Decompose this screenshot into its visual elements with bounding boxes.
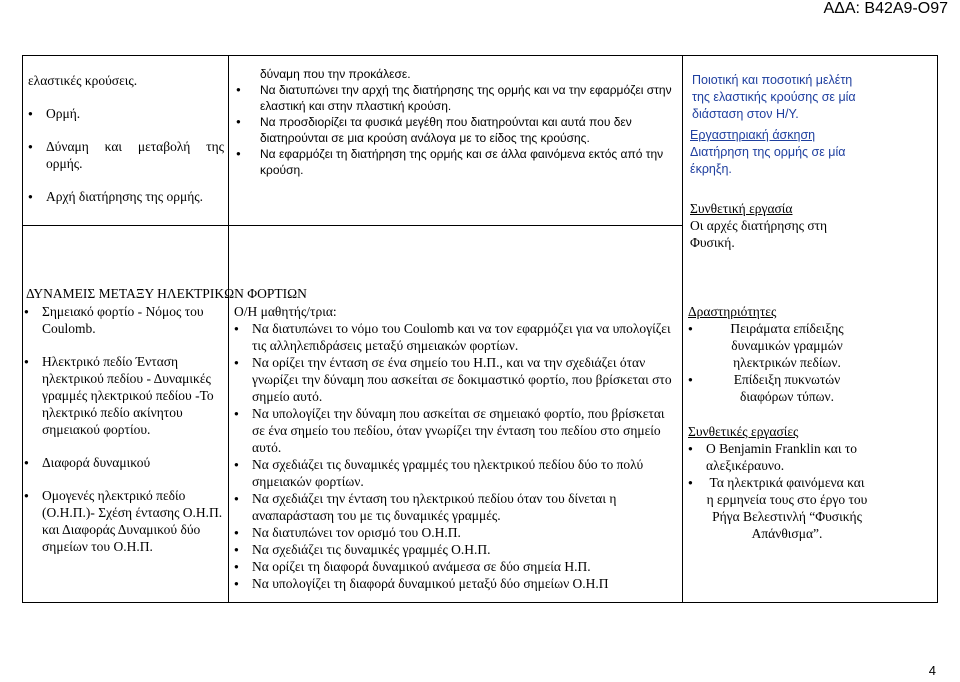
list-item: ● Πειράματα επίδειξης δυναμικών γραμμών ηλεκτρικών πεδίων. xyxy=(688,320,868,371)
list-item: ● Αρχή διατήρησης της ορμής. xyxy=(28,188,224,205)
list-item: ● Να υπολογίζει την δύναμη που ασκείται σε σημειακό φορτίο, που βρίσκεται σε ένα σημείο του πεδίου, όταν γνωρίζει την ένταση του πεδίου στο σημείο αυτό. xyxy=(234,405,676,456)
list-item: ● Ο Benjamin Franklin και το αλεξικέραυνο. xyxy=(688,440,868,474)
list-item: ● Επίδειξη πυκνωτών διαφόρων τύπων. xyxy=(688,371,868,405)
row2-col1 xyxy=(24,303,224,555)
lab-text: Διατήρηση της ορμής σε μία έκρηξη. xyxy=(690,145,846,176)
list-item: ● Να ορίζει τη διαφορά δυναμικού ανάμεσα σε δύο σημεία Η.Π. xyxy=(234,558,676,575)
list-item: ● Να υπολογίζει τη διαφορά δυναμικού μεταξύ δύο σημείων Ο.Η.Π xyxy=(234,575,676,592)
list-item: ● Ηλεκτρικό πεδίο Ένταση ηλεκτρικού πεδίου - Δυναμικές γραμμές ηλεκτρικού πεδίου -Το ηλεκτρικό πεδίο ακίνητου σημειακού φορτίου. xyxy=(24,353,224,438)
list-item: ● Να σχεδιάζει τις δυναμικές γραμμές Ο.Η.Π. xyxy=(234,541,676,558)
list-item: ● Να προσδιορίζει τα φυσικά μεγέθη που διατηρούνται και αυτά που δεν διατηρούνται σε μια κρούση ανάλογα με το είδος της κρούσης. xyxy=(236,114,676,146)
list-item: ● Τα ηλεκτρικά φαινόμενα και η ερμηνεία τους στο έργο του Ρήγα Βελεστινλή “Φυσικής Απάνθισμα”. xyxy=(688,474,868,542)
synthetic-title: Συνθετική εργασία xyxy=(690,201,793,216)
list-item: ● Να σχεδιάζει τις δυναμικές γραμμές του ηλεκτρικού πεδίου δύο το πολύ σημειακών φορτίων. xyxy=(234,456,676,490)
list-item: ● Να σχεδιάζει την ένταση του ηλεκτρικού πεδίου όταν του δίνεται η αναπαράσταση του με τις δυναμικές γραμμές. xyxy=(234,490,676,524)
list-item: ● Δύναμη και μεταβολή της ορμής. xyxy=(28,138,224,172)
row1-col2-first: δύναμη που την προκάλεσε. xyxy=(260,67,411,81)
row1-col3 xyxy=(690,72,866,251)
list-item: ● Να διατυπώνει το νόμο του Coulomb και να τον εφαρμόζει για να υπολογίζει τις αλληλεπιδράσεις μεταξύ σημειακών φορτίων. xyxy=(234,320,676,354)
row1-col1-first: ελαστικές κρούσεις. xyxy=(28,73,138,88)
section-title: ΔΥΝΑΜΕΙΣ ΜΕΤΑΞΥ ΗΛΕΚΤΡΙΚΩΝ ΦΟΡΤΙΩΝ xyxy=(26,286,307,301)
document-code: ΑΔΑ: Β42Α9-Ο97 xyxy=(823,0,948,17)
list-item: ● Διαφορά δυναμικού xyxy=(24,454,224,471)
page-number: 4 xyxy=(928,663,936,678)
list-item: ● Να διατυπώνει την αρχή της διατήρησης της ορμής και να την εφαρμόζει στην ελαστική και στην πλαστική κρούση. xyxy=(236,82,676,114)
list-item: ● Σημειακό φορτίο - Νόμος του Coulomb. xyxy=(24,303,224,337)
list-item: ● Να διατυπώνει τον ορισμό του Ο.Η.Π. xyxy=(234,524,676,541)
list-item: ● Να εφαρμόζει τη διατήρηση της ορμής και σε άλλα φαινόμενα εκτός από την κρούση. xyxy=(236,146,676,178)
objectives-heading: Ο/Η μαθητής/τρια: xyxy=(234,304,337,319)
list-item: ● Ορμή. xyxy=(28,105,224,122)
row1-col3-p1: Ποιοτική και ποσοτική μελέτη της ελαστικής κρούσης σε μία διάσταση στον Η/Υ. xyxy=(692,73,856,121)
synthetic-projects-title: Συνθετικές εργασίες xyxy=(688,424,799,439)
list-item: ● Ομογενές ηλεκτρικό πεδίο (Ο.Η.Π.)- Σχέση έντασης Ο.Η.Π. και Διαφοράς Δυναμικού δύο σημείων του Ο.Η.Π. xyxy=(24,487,224,555)
activities-title: Δραστηριότητες xyxy=(688,304,777,319)
synthetic-text: Οι αρχές διατήρησης στη Φυσική. xyxy=(690,218,828,250)
row2-col3 xyxy=(688,303,868,542)
row1-col2 xyxy=(236,66,676,178)
lab-title: Εργαστηριακή άσκηση xyxy=(690,128,816,142)
row2-col2 xyxy=(234,303,676,592)
list-item: ● Να ορίζει την ένταση σε ένα σημείο του Η.Π., και να την σχεδιάζει όταν γνωρίζει την δύναμη που ασκείται σε δοκιμαστικό φορτίο, που βρίσκεται στο σημείο αυτό. xyxy=(234,354,676,405)
row1-col1 xyxy=(28,72,224,205)
